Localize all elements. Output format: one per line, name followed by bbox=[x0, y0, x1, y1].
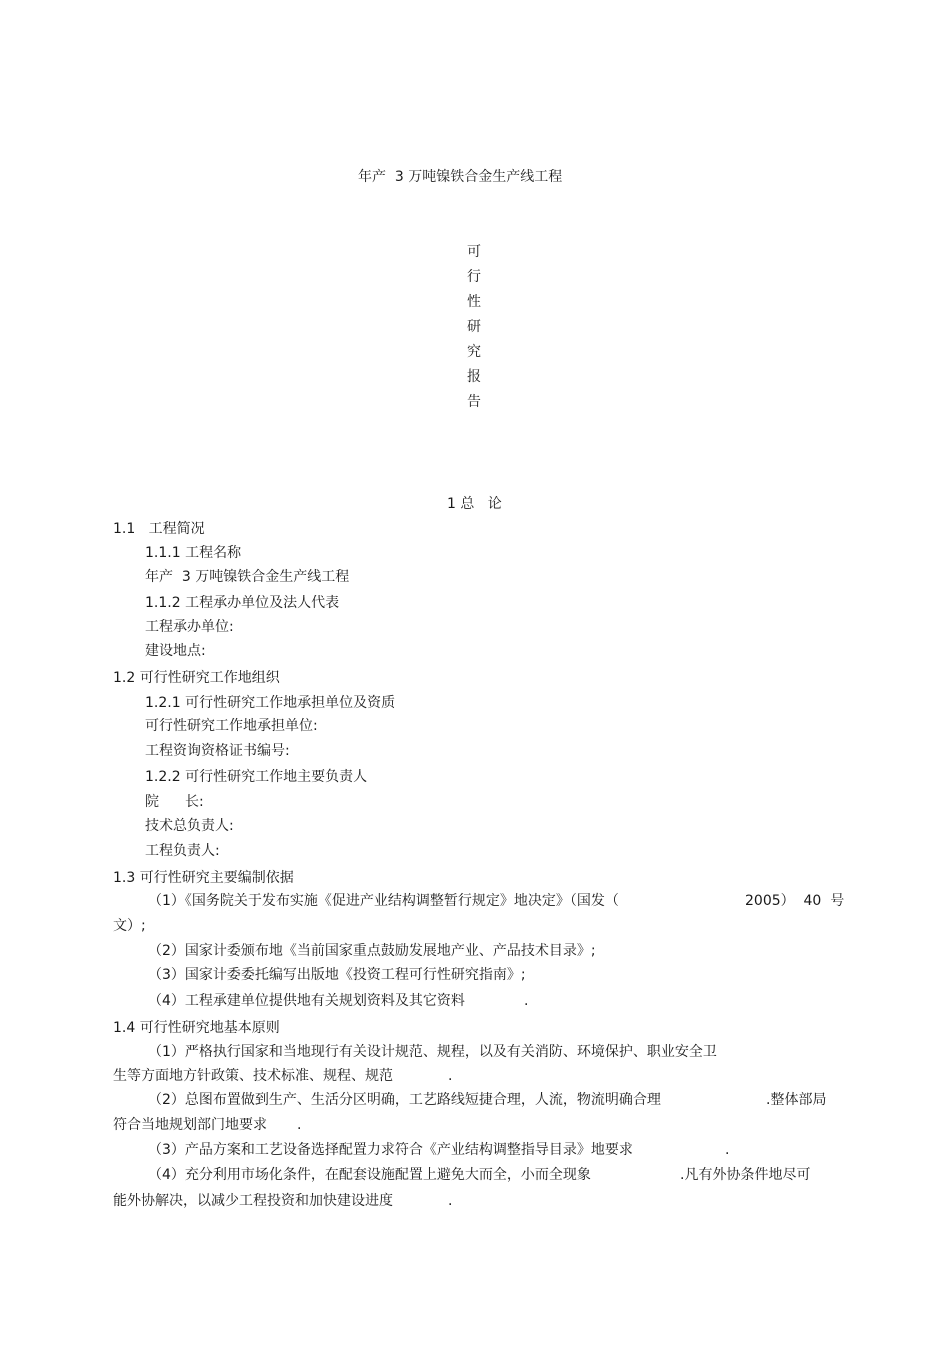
subsection-heading-1-1-1: 1.1.1 工程名称 bbox=[145, 545, 242, 561]
project-title: 年产 3 万吨镍铁合金生产线工程 bbox=[358, 169, 563, 185]
principle-2-line2: 符合当地规划部门地要求 bbox=[113, 1117, 267, 1133]
basis-item-1-line1: （1）《国务院关于发布实施《促进产业结构调整暂行规定》地决定》（国发（ bbox=[148, 893, 619, 909]
project-lead-field: 工程负责人: bbox=[145, 843, 220, 859]
principle-4-tail: .凡有外协条件地尽可 bbox=[680, 1167, 811, 1183]
principle-3-dot: . bbox=[725, 1142, 730, 1158]
undertaker-field: 工程承办单位: bbox=[145, 619, 234, 635]
basis-item-3: （3）国家计委委托编写出版地《投资工程可行性研究指南》; bbox=[148, 967, 526, 983]
section-heading-1-3: 1.3 可行性研究主要编制依据 bbox=[113, 870, 294, 886]
section-heading-1-1: 1.1 工程简况 bbox=[113, 521, 205, 537]
certificate-field: 工程资询资格证书编号: bbox=[145, 743, 290, 759]
vertical-title-char: 性 bbox=[467, 294, 481, 310]
principle-1-dot: . bbox=[448, 1068, 453, 1084]
principle-2-tail: .整体部局 bbox=[766, 1092, 827, 1108]
principle-2-dot: . bbox=[297, 1117, 302, 1133]
principle-2-line1: （2）总图布置做到生产、生活分区明确，工艺路线短捷合理，人流，物流明确合理 bbox=[148, 1092, 661, 1108]
section-heading-1-4: 1.4 可行性研究地基本原则 bbox=[113, 1020, 280, 1036]
location-field: 建设地点: bbox=[145, 643, 206, 659]
dean-label-a: 院 bbox=[145, 794, 159, 810]
basis-item-2: （2）国家计委颁布地《当前国家重点鼓励发展地产业、产品技术目录》; bbox=[148, 943, 596, 959]
subsection-heading-1-1-2: 1.1.2 工程承办单位及法人代表 bbox=[145, 595, 340, 611]
tech-lead-field: 技术总负责人: bbox=[145, 818, 234, 834]
basis-item-4: （4）工程承建单位提供地有关规划资料及其它资料 bbox=[148, 993, 465, 1009]
vertical-title-char: 行 bbox=[467, 269, 481, 285]
principle-1-line2: 生等方面地方针政策、技术标准、规程、规范 bbox=[113, 1068, 393, 1084]
basis-item-1-line2: 文）; bbox=[113, 918, 146, 934]
vertical-title-char: 报 bbox=[467, 369, 481, 385]
chapter-heading: 1 总 论 bbox=[447, 496, 502, 512]
principle-3-line1: （3）产品方案和工艺设备选择配置力求符合《产业结构调整指导目录》地要求 bbox=[148, 1142, 633, 1158]
basis-item-1-tail: 2005） 40 号 bbox=[745, 893, 845, 909]
principle-1-line1: （1）严格执行国家和当地现行有关设计规范、规程，以及有关消防、环境保护、职业安全卫 bbox=[148, 1044, 717, 1060]
basis-item-4-dot: . bbox=[524, 993, 529, 1009]
section-heading-1-2: 1.2 可行性研究工作地组织 bbox=[113, 670, 280, 686]
vertical-title-char: 研 bbox=[467, 319, 481, 335]
project-name-value: 年产 3 万吨镍铁合金生产线工程 bbox=[145, 569, 350, 585]
dean-label-b: 长: bbox=[185, 794, 204, 810]
vertical-title-char: 究 bbox=[467, 344, 481, 360]
principle-4-dot: . bbox=[448, 1193, 453, 1209]
subsection-heading-1-2-1: 1.2.1 可行性研究工作地承担单位及资质 bbox=[145, 695, 396, 711]
subsection-heading-1-2-2: 1.2.2 可行性研究工作地主要负责人 bbox=[145, 769, 368, 785]
principle-4-line1: （4）充分利用市场化条件，在配套设施配置上避免大而全，小而全现象 bbox=[148, 1167, 591, 1183]
vertical-title-char: 可 bbox=[467, 244, 481, 260]
vertical-title-char: 告 bbox=[467, 394, 481, 410]
principle-4-line2: 能外协解决，以减少工程投资和加快建设进度 bbox=[113, 1193, 393, 1209]
research-unit-field: 可行性研究工作地承担单位: bbox=[145, 718, 318, 734]
